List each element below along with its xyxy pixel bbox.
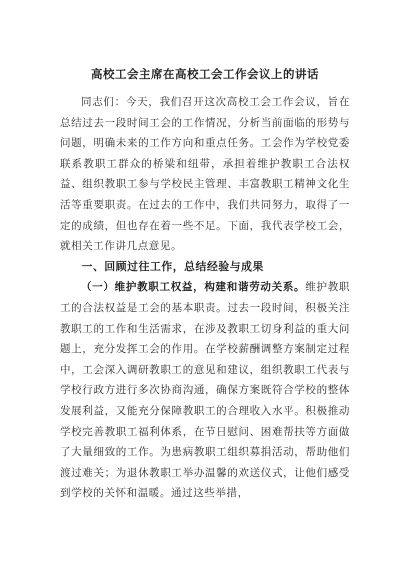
subsection-body-1: 维护教职工的合法权益是工会的基本职责。过去一段时间，积极关注教职工的工作和生活需求，在涉及教职工切身利益的重大问题上，充分发挥工会的作用。在学校薪酬调整方案制定过程中，工会深入调研教职工的意见和建议，组织教职工代表与学校行政方进行多次协商沟通，确保方案既符合学校的整体发展利益，又能充分保障教职工的合理收入水平。积极推动学校完善教职工福利体系，在节日慰问、困难帮扶等方面做了大量细致的工作。为患病教职工组织募捐活动，帮助他们渡过难关；为退休教职工举办温馨的欢送仪式，让他们感受到学校的关怀和温暖。通过这些举措， (60, 281, 351, 500)
subsection-heading-1: （一）维护教职工权益，构建和谐劳动关系。 (81, 281, 306, 294)
document-title: 高校工会主席在高校工会工作会议上的讲话 (91, 67, 319, 81)
section-heading-1: 一、回顾过往工作，总结经验与成果 (81, 259, 264, 273)
subsection-paragraph-1 (60, 277, 350, 504)
intro-paragraph: 同志们：今天，我们召开这次高校工会工作会议，旨在总结过去一段时间工会的工作情况，分析当前面临的形势与问题，明确未来的工作方向和重点任务。工会作为学校党委联系教职工群众的桥梁和纽带，承担着维护教职工合法权益、组织教职工参与学校民主管理、丰富教职工精神文化生活等重要职责。在过去的工作中，我们共同努力，取得了一定的成绩，但也存在着一些不足。下面，我代表学校工会，就相关工作讲几点意见。 (60, 96, 350, 253)
